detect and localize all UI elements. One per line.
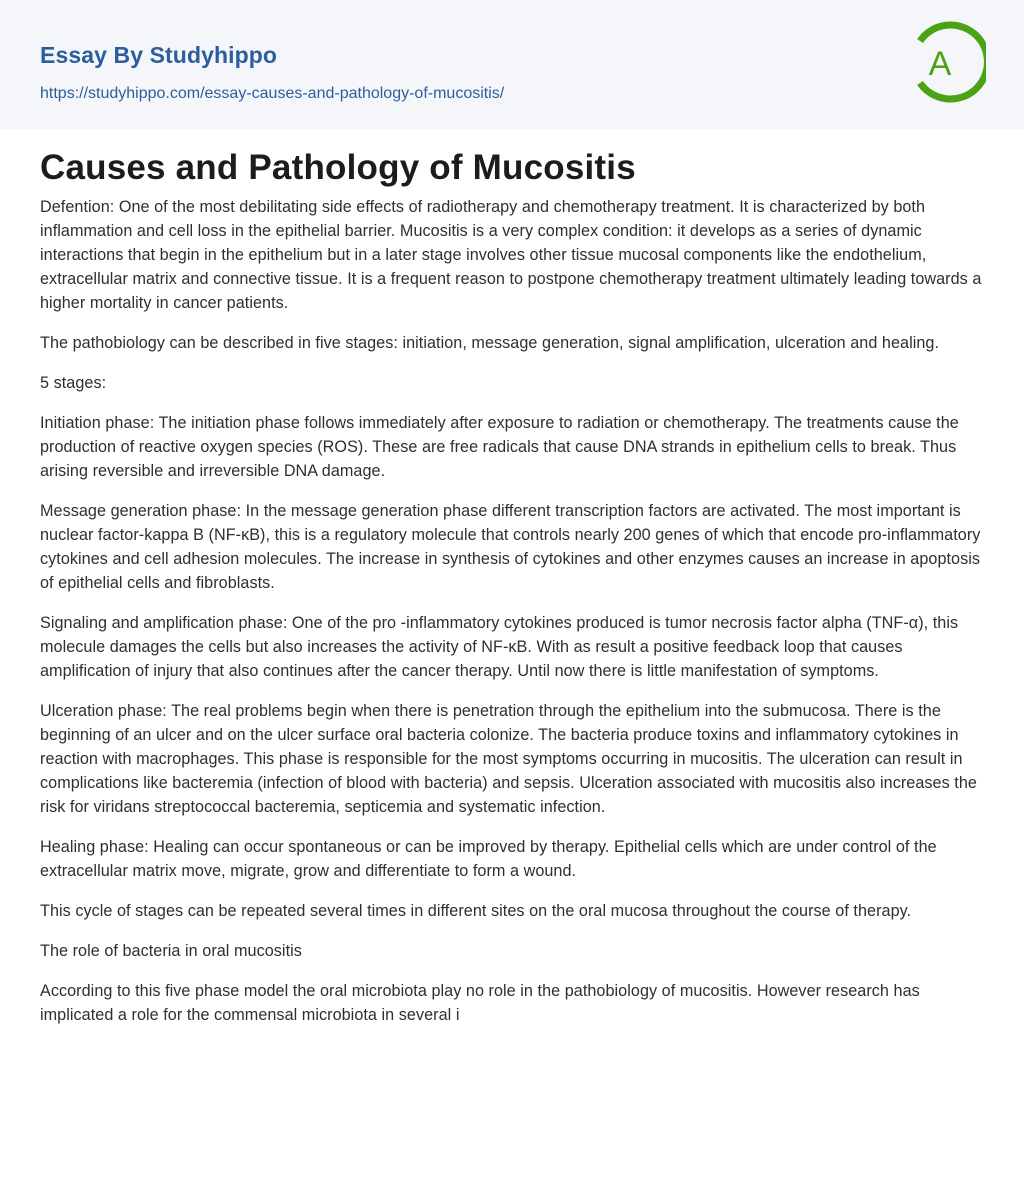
paragraph-stages-heading: 5 stages:	[40, 374, 107, 392]
paragraph-bacteria-heading: The role of bacteria in oral mucositis	[40, 942, 302, 960]
source-url-link[interactable]: https://studyhippo.com/essay-causes-and-pathology-of-mucositis/	[40, 85, 505, 102]
logo-letter: A	[928, 45, 952, 83]
site-header	[0, 0, 1024, 129]
paragraph-ulceration-phase: Ulceration phase: The real problems begin when there is penetration through the epithelium into the submucosa. There is the beginning of an ulcer and on the ulcer surface oral bacteria colonize. The bacteria produce toxins and inflammatory cytokines in reaction with macrophages. This phase is responsible for the most symptoms occurring in mucositis. The ulceration can result in complications like bacteremia (infection of blood with bacteria) and sepsis. Ulceration associated with mucositis also increases the risk for viridans streptococcal bacteremia, septicemia and systematic infection.	[40, 702, 977, 816]
paragraph-definition: Defention: One of the most debilitating side effects of radiotherapy and chemotherapy treatment. It is characterized by both inflammation and cell loss in the epithelial barrier. Mucositis is a very complex condition: it develops as a series of dynamic interactions that begin in the epithelium but in a later stage involves other tissue mucosal components like the endothelium, extracellular matrix and connective tissue. It is a frequent reason to postpone chemotherapy treatment ultimately leading towards a higher mortality in cancer patients.	[40, 198, 982, 312]
paragraph-microbiota-role: According to this five phase model the oral microbiota play no role in the pathobiology of mucositis. However research has implicated a role for the commensal microbiota in several i	[40, 982, 920, 1024]
essay-content	[0, 129, 1024, 1083]
paragraph-healing-phase: Healing phase: Healing can occur spontaneous or can be improved by therapy. Epithelial cells which are under control of the extracellular matrix move, migrate, grow and differentiate to form a wound.	[40, 838, 937, 880]
paragraph-signaling-amplification-phase: Signaling and amplification phase: One of the pro -inflammatory cytokines produced is tumor necrosis factor alpha (TNF-α), this molecule damages the cells but also increases the activity of NF-κB. With as result a positive feedback loop that causes amplification of injury that also continues after the cancer therapy. Until now there is little manifestation of symptoms.	[40, 614, 959, 680]
studyhippo-logo-icon	[912, 19, 986, 105]
paragraph-pathobiology-overview: The pathobiology can be described in five stages: initiation, message generation, signal amplification, ulceration and healing.	[40, 334, 940, 352]
page-title: Causes and Pathology of Mucositis	[40, 148, 636, 187]
paragraph-cycle-repeat: This cycle of stages can be repeated several times in different sites on the oral mucosa throughout the course of therapy.	[40, 902, 912, 920]
paragraph-message-generation-phase: Message generation phase: In the message generation phase different transcription factors are activated. The most important is nuclear factor-kappa B (NF-κB), this is a regulatory molecule that controls nearly 200 genes of which that encode pro-inflammatory cytokines and cell adhesion molecules. The increase in synthesis of cytokines and other enzymes causes an increase in apoptosis of epithelial cells and fibroblasts.	[40, 502, 981, 592]
paragraph-initiation-phase: Initiation phase: The initiation phase follows immediately after exposure to radiation or chemotherapy. The treatments cause the production of reactive oxygen species (ROS). These are free radicals that cause DNA strands in epithelium cells to break. Thus arising reversible and irreversible DNA damage.	[40, 414, 959, 480]
brand-title: Essay By Studyhippo	[40, 42, 278, 68]
